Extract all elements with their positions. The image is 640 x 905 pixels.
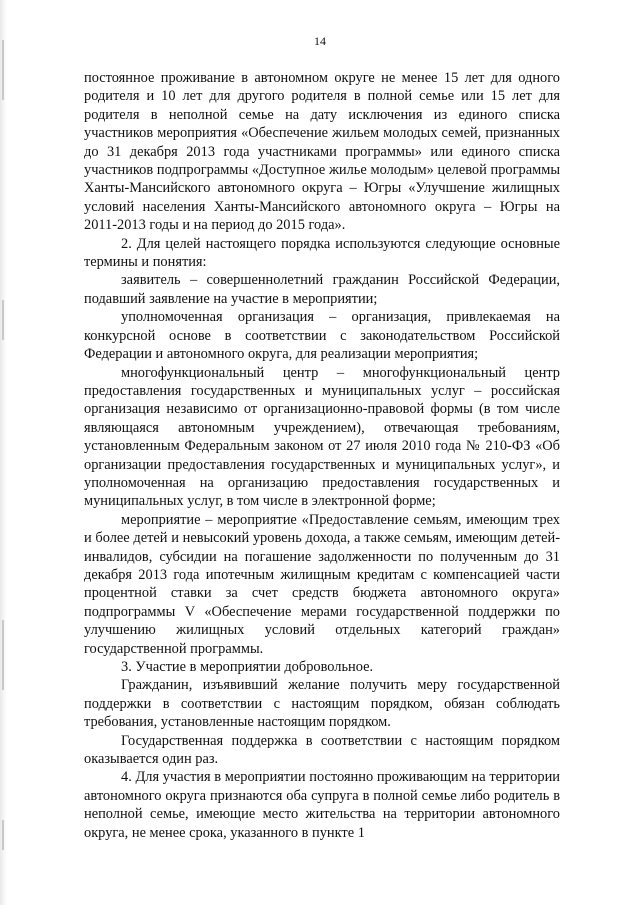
scan-edge xyxy=(0,0,7,905)
paragraph-item-4: 4. Для участия в мероприятии постоянно проживающим на территории автономного округа признаются оба супруга в полной семье либо родитель в неполной семье, имеющие место жительства на территории автономного округа, не менее срока, указанного в пункте 1 xyxy=(84,769,560,841)
document-body xyxy=(84,69,560,842)
paragraph-term-applicant: заявитель – совершеннолетний гражданин Российской Федерации, подавший заявление на участие в мероприятии; xyxy=(84,272,560,307)
paragraph-term-mfc: многофункциональный центр – многофункциональный центр предоставления государственных и муниципальных услуг – российская организация независимо от организационно-правовой формы (в том числе являющаяся автономным учреждением), отвечающая требованиям, установленным Федеральным законом от 27 июля 2010 года № 210-ФЗ «Об организации предоставления государственных и муниципальных услуг», и уполномоченная на организацию предоставления государственных и муниципальных услуг, в том числе в электронной форме; xyxy=(84,364,560,510)
paragraph-term-authorized-org: уполномоченная организация – организация, привлекаемая на конкурсной основе в соответствии с законодательством Российской Федерации и автономного округа, для реализации мероприятия; xyxy=(84,309,560,363)
paragraph-citizen-obligation: Гражданин, изъявивший желание получить меру государственной поддержки в соответствии с настоящим порядком, обязан соблюдать требования, установленные настоящим порядком. xyxy=(84,677,560,731)
paragraph-continuation: постоянное проживание в автономном округе не менее 15 лет для одного родителя и 10 лет для другого родителя в полной семье или 15 лет для родителя в неполной семье на дату исключения из единого списка участников мероприятия «Обеспечение жильем молодых семей, признанных до 31 декабря 2013 года участниками программы» или единого списка участников подпрограммы «Доступное жилье молодым» целевой программы Ханты-Мансийского автономного округа – Югры «Улучшение жилищных условий населения Ханты-Мансийского автономного округа – Югры на 2011-2013 годы и на период до 2015 года». xyxy=(84,70,560,234)
paragraph-one-time-support: Государственная поддержка в соответствии с настоящим порядком оказывается один раз. xyxy=(84,732,560,768)
page-number: 14 xyxy=(314,34,326,48)
paragraph-term-measure: мероприятие – мероприятие «Предоставление семьям, имеющим трех и более детей и невысокий уровень дохода, а также семьям, имеющим детей-инвалидов, субсидии на погашение задолженности по полученным до 31 декабря 2013 года ипотечным жилищным кредитам с компенсацией части процентной ставки за счет средств бюджета автономного округа» подпрограммы V «Обеспечение мерами государственной поддержки по улучшению жилищных условий отдельных категорий граждан» государственной программы. xyxy=(84,511,560,657)
paragraph-item-3: 3. Участие в мероприятии добровольное. xyxy=(121,659,374,675)
paragraph-item-2: 2. Для целей настоящего порядка используются следующие основные термины и понятия: xyxy=(84,235,560,271)
